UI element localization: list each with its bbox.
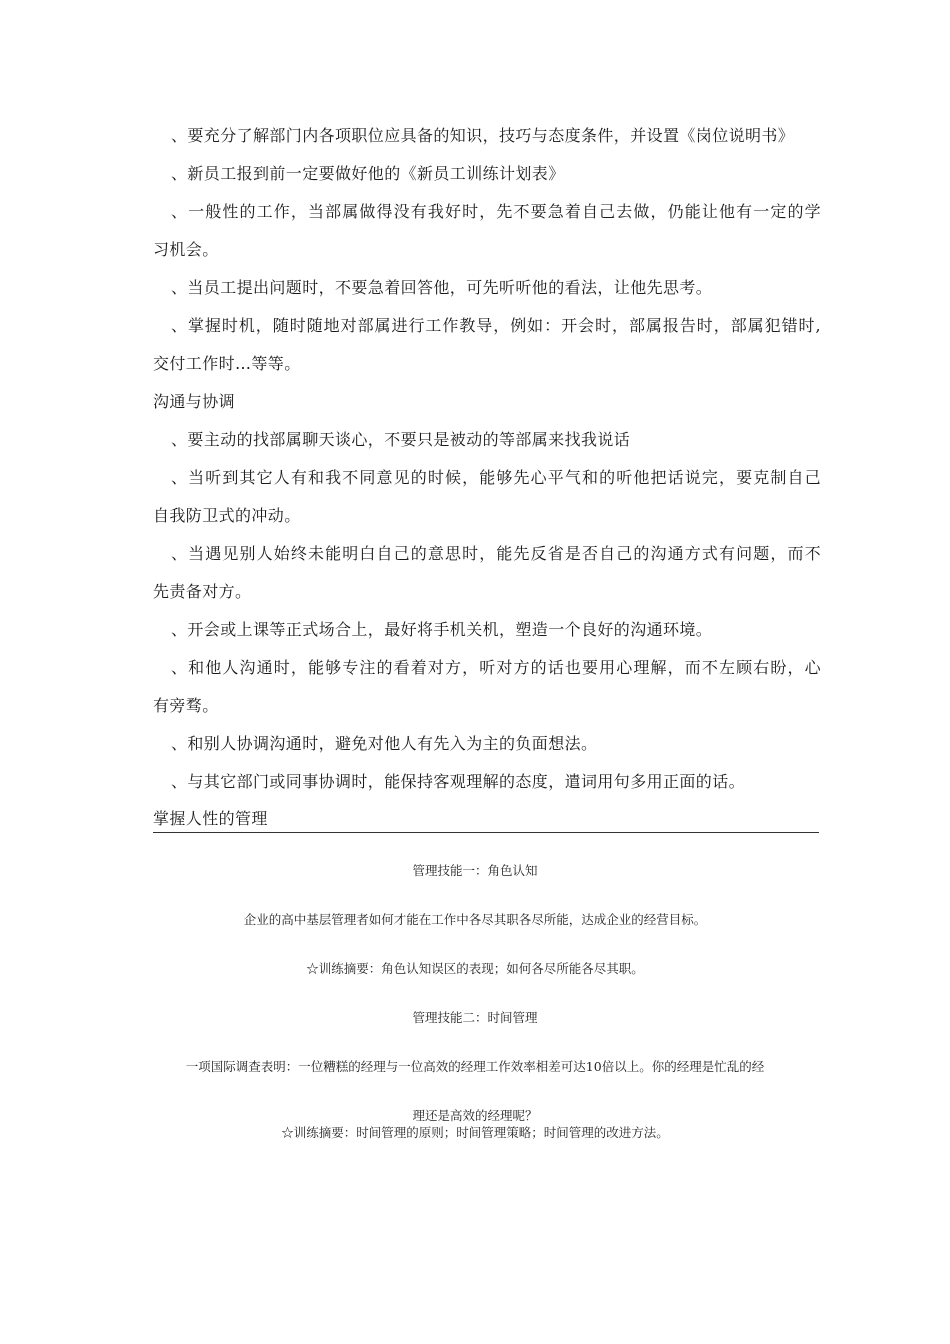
communication-item-1: 、要主动的找部属聊天谈心，不要只是被动的等部属来找我说话 — [171, 430, 631, 449]
humanity-heading: 掌握人性的管理 — [153, 809, 268, 828]
communication-item-6: 、和别人协调沟通时，避免对他人有先入为主的负面想法。 — [171, 734, 598, 753]
communication-item-4: 、开会或上课等正式场合上，最好将手机关机，塑造一个良好的沟通环境。 — [171, 620, 713, 639]
training-item-5-line-2: 交付工作时…等等。 — [153, 354, 301, 373]
skill-2-summary: ☆训练摘要：时间管理的原则；时间管理策略；时间管理的改进方法。 — [281, 1125, 669, 1140]
training-item-3-line-1: 、一般性的工作，当部属做得没有我好时，先不要急着自己去做，仍能让他有一定的学 — [171, 202, 821, 221]
communication-item-2-line-1: 、当听到其它人有和我不同意见的时候，能够先心平气和的听他把话说完，要克制自己 — [171, 468, 821, 487]
communication-item-7: 、与其它部门或同事协调时，能保持客观理解的态度，遣词用句多用正面的话。 — [171, 772, 746, 791]
skill-2-description-line-1: 一项国际调查表明：一位糟糕的经理与一位高效的经理工作效率相差可达10倍以上。你的经理是忙乱的经 — [185, 1059, 765, 1074]
communication-item-5-line-1: 、和他人沟通时，能够专注的看着对方，听对方的话也要用心理解，而不左顾右盼，心 — [171, 658, 821, 677]
communication-item-3-line-2: 先责备对方。 — [153, 582, 252, 601]
training-item-1: 、要充分了解部门内各项职位应具备的知识，技巧与态度条件，并设置《岗位说明书》 — [171, 126, 795, 145]
communication-item-3-line-1: 、当遇见别人始终未能明白自己的意思时，能先反省是否自己的沟通方式有问题，而不 — [171, 544, 821, 563]
training-item-4: 、当员工提出问题时，不要急着回答他，可先听听他的看法，让他先思考。 — [171, 278, 713, 297]
communication-item-5-line-2: 有旁骛。 — [153, 696, 219, 715]
communication-heading: 沟通与协调 — [153, 392, 236, 411]
training-item-5-line-1: 、掌握时机，随时随地对部属进行工作教导，例如：开会时，部属报告时，部属犯错时, — [171, 316, 821, 335]
skill-2-description-line-2: 理还是高效的经理呢？ — [412, 1108, 538, 1123]
communication-item-2-line-2: 自我防卫式的冲动。 — [153, 506, 301, 525]
section-divider — [153, 832, 819, 833]
skill-1-description: 企业的高中基层管理者如何才能在工作中各尽其职各尽所能，达成企业的经营目标。 — [243, 912, 707, 927]
training-item-3-line-2: 习机会。 — [153, 240, 219, 259]
skill-2-title: 管理技能二：时间管理 — [412, 1010, 538, 1025]
skill-1-summary: ☆训练摘要：角色认知误区的表现；如何各尽所能各尽其职。 — [306, 961, 644, 976]
skill-1-title: 管理技能一：角色认知 — [412, 863, 538, 878]
training-item-2: 、新员工报到前一定要做好他的《新员工训练计划表》 — [171, 164, 565, 183]
